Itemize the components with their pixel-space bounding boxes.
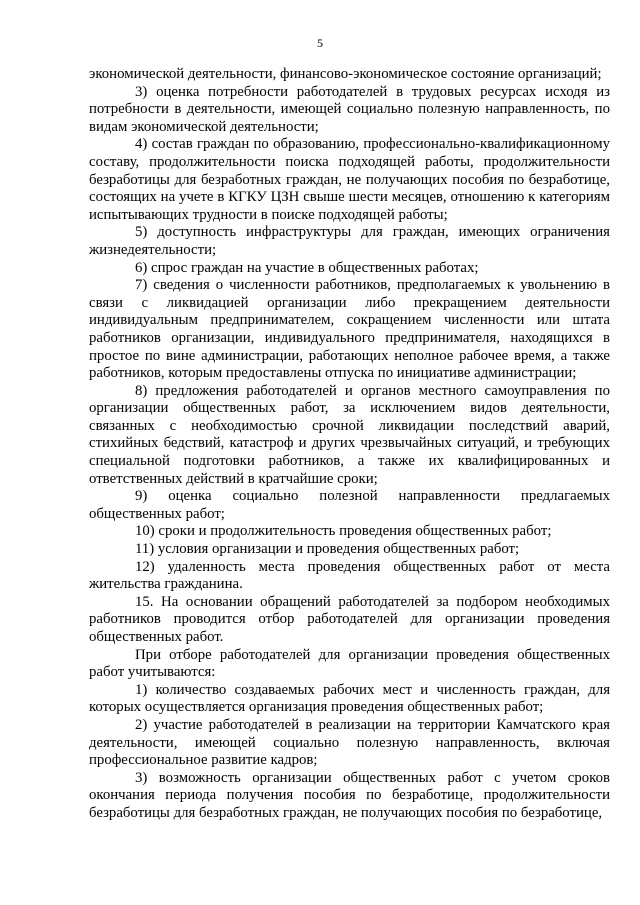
- paragraph-item-7: 7) сведения о численности работников, предполагаемых к увольнению в связи с ликвидацией организации либо прекращением деятельности индивидуальным предпринимателем, сокращением численности или штата работников организации, индивидуального предпринимателя, находящихся в простое по вине администрации, работающих неполное рабочее время, а также работников, которым предоставлены отпуска по инициативе администрации;: [89, 277, 610, 382]
- paragraph-item-3: 3) оценка потребности работодателей в трудовых ресурсах исходя из потребности в деятельности, имеющей социально полезную направленность, по видам экономической деятельности;: [89, 83, 610, 135]
- paragraph-clause-15: 15. На основании обращений работодателей за подбором необходимых работников проводится отбор работодателей для организации проведения общественных работ.: [89, 593, 610, 645]
- paragraph-continuation: экономической деятельности, финансово-экономическое состояние организаций;: [89, 66, 602, 82]
- paragraph-item-6: 6) спрос граждан на участие в общественных работах;: [135, 259, 479, 276]
- paragraph-selection-item-2: 2) участие работодателей в реализации на территории Камчатского края деятельности, имеющей социально полезную направленность, включая профессиональное развитие кадров;: [89, 716, 610, 769]
- document-body: [89, 66, 610, 823]
- paragraph-item-10: 10) сроки и продолжительность проведения общественных работ;: [135, 523, 552, 540]
- paragraph-selection-intro: При отборе работодателей для организации проведения общественных работ учитываются:: [89, 646, 610, 681]
- paragraph-item-5: 5) доступность инфраструктуры для граждан, имеющих ограничения жизнедеятельности;: [89, 224, 610, 258]
- paragraph-selection-item-3: 3) возможность организации общественных работ с учетом сроков окончания периода получения пособия по безработице, продолжительности безработицы для безработных граждан, не получающих пособия по безработице,: [89, 769, 610, 821]
- page-number: 5: [317, 36, 323, 50]
- paragraph-item-11: 11) условия организации и проведения общественных работ;: [135, 541, 520, 558]
- paragraph-item-4: 4) состав граждан по образованию, профессионально-квалификационному составу, продолжительности поиска подходящей работы, продолжительности безработицы для безработных граждан, не получающих пособия по безработице, состоящих на учете в КГКУ ЦЗН свыше шести месяцев, отношению к категориям испытывающих трудности в поиске подходящей работы;: [89, 136, 610, 223]
- paragraph-selection-item-1: 1) количество создаваемых рабочих мест и численность граждан, для которых осуществляется организация проведения общественных работ;: [89, 681, 610, 716]
- paragraph-item-9: 9) оценка социально полезной направленности предлагаемых общественных работ;: [89, 488, 610, 522]
- paragraph-item-8: 8) предложения работодателей и органов местного самоуправления по организации общественных работ, за исключением видов деятельности, связанных с необходимостью срочной ликвидации последствий аварий, стихийных бедствий, катастроф и других чрезвычайных ситуаций, и требующих специальной подготовки работников, а также их квалифицированных и ответственных действий в кратчайшие сроки;: [89, 382, 610, 487]
- paragraph-item-12: 12) удаленность места проведения общественных работ от места жительства гражданина.: [89, 558, 610, 593]
